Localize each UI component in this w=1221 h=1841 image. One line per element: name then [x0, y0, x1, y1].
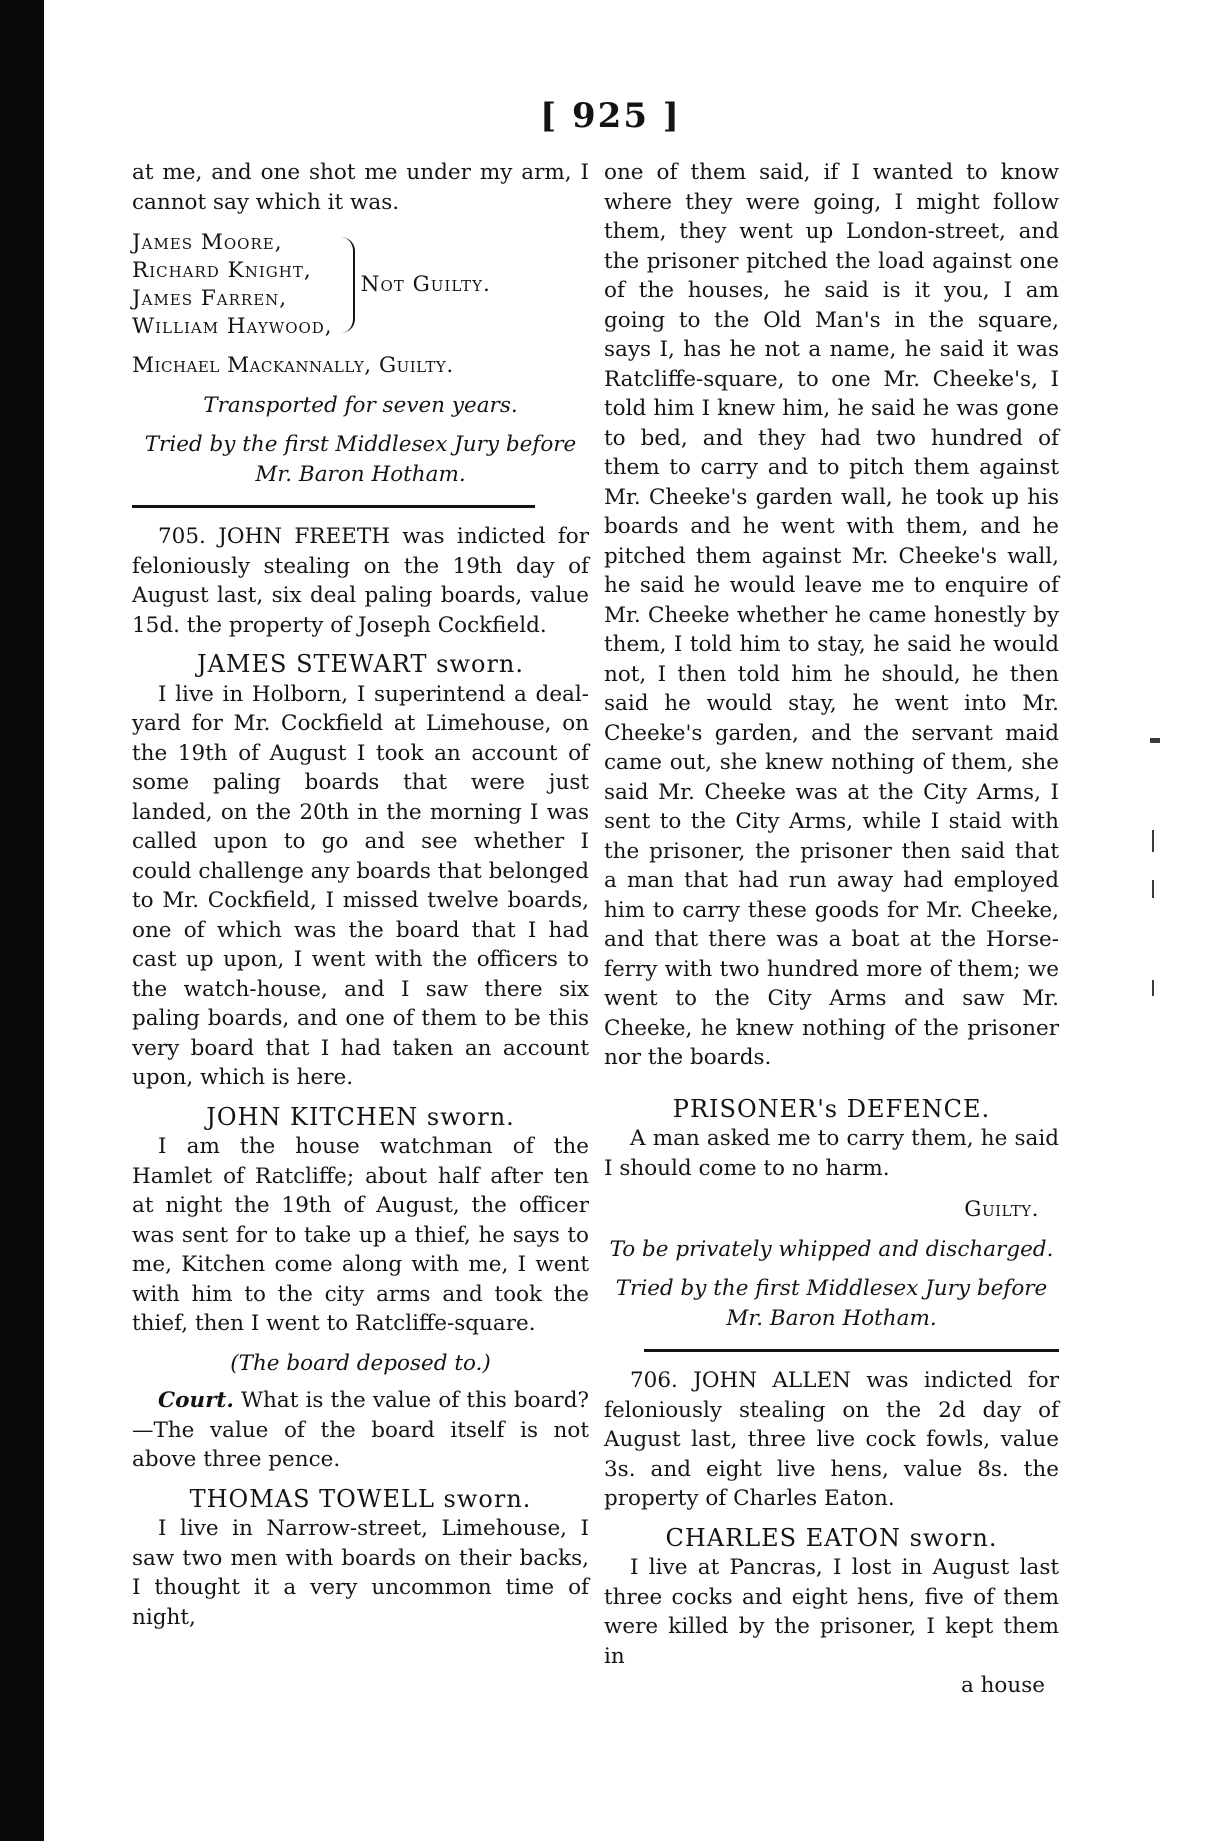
acquittal-block	[132, 229, 589, 341]
witness-testimony: I live in Holborn, I superintend a deal-yard for Mr. Cockfield at Limehouse, on the 19th of August I took an account of some paling boards that were just landed, on the 20th in the morning I was called upon to go and see whether I could challenge any boards that belonged to Mr. Cockfield, I missed twelve boards, one of which was the board that I had cast up upon, I went with the officers to the watch-house, and I saw there six paling boards, and one of them to be this very board that I had taken an account upon, which is here.	[132, 681, 589, 1090]
sentence: To be privately whipped and discharged.	[609, 1236, 1054, 1262]
witness-heading: CHARLES EATON sworn.	[665, 1523, 998, 1552]
catchword: a house	[960, 1673, 1045, 1698]
acquitted-names	[132, 229, 333, 341]
section-rule	[644, 1349, 1059, 1352]
guilty-line: Michael Mackannally, Guilty.	[132, 353, 454, 378]
witness-testimony: I live in Narrow-street, Limehouse, I saw two men with boards on their backs, I thought it a very uncommon time of night,	[132, 1516, 589, 1630]
witness-heading: THOMAS TOWELL sworn.	[189, 1484, 532, 1513]
scan-mark	[1152, 880, 1154, 898]
defendant-name: William Haywood,	[132, 314, 333, 339]
page-number: [ 925 ]	[540, 96, 681, 136]
left-column	[132, 158, 589, 1632]
continuation-text: at me, and one shot me under my arm, I cannot say which it was.	[132, 160, 589, 215]
court-text: What is the value of this board? —The value of the board itself is not above three pence.	[132, 1388, 589, 1472]
witness-heading: JOHN KITCHEN sworn.	[206, 1102, 515, 1131]
acquittal-verdict: Not Guilty.	[360, 272, 491, 298]
section-rule	[132, 505, 535, 508]
defendant-name: Richard Knight,	[132, 258, 312, 283]
continuation-text: one of them said, if I wanted to know where they were going, I might follow them, they went up London-street, and the prisoner pitched the load against one of the houses, he said is it you, I am going to the Old Man's in the square, says I, has he not a name, he said it was Ratcliffe-square, to one Mr. Cheeke's, I told him I knew him, he said he was gone to bed, and they had two hundred of them to carry and to pitch them against Mr. Cheeke's garden wall, he took up his boards and he went with them, and he pitched them against Mr. Cheeke's wall, he said he would leave me to enquire of Mr. Cheeke whether he came honestly by them, I told him to stay, he said he would not, I then told him he should, he then said he would stay, he went into Mr. Cheeke's garden, and the servant maid came out, she knew nothing of them, she said Mr. Cheeke was at the City Arms, I sent to the City Arms, while I staid with the prisoner, the prisoner then said that a man that had run away had employed him to carry these goods for Mr. Cheeke, and that there was a boat at the Horse-ferry with two hundred more of them; we went to the City Arms and saw Mr. Cheeke, he knew nothing of the prisoner nor the boards.	[604, 160, 1059, 1070]
right-column	[604, 158, 1059, 1701]
scan-mark	[1152, 980, 1154, 996]
verdict: Guilty.	[964, 1197, 1039, 1222]
defence-text: A man asked me to carry them, he said I should come to no harm.	[604, 1126, 1059, 1181]
witness-testimony: I live at Pancras, I lost in August last three cocks and eight hens, five of them were killed by the prisoner, I kept them in	[604, 1555, 1059, 1669]
case-indictment: 706. JOHN ALLEN was indicted for feloniously stealing on the 2d day of August last, three live cock fowls, value 3s. and eight live hens, value 8s. the property of Charles Eaton.	[604, 1368, 1059, 1511]
tried-by: Tried by the first Middlesex Jury before Mr. Baron Hotham.	[615, 1276, 1048, 1331]
defendant-name: James Moore,	[132, 230, 283, 255]
witness-testimony: I am the house watchman of the Hamlet of Ratcliffe; about half after ten at night the 19th of August, the officer was sent for to take up a thief, he says to me, Kitchen come along with me, I went with him to the city arms and took the thief, then I went to Ratcliffe-square.	[132, 1134, 589, 1336]
case-indictment: 705. JOHN FREETH was indicted for feloniously stealing on the 19th day of August last, six deal paling boards, value 15d. the property of Joseph Cockfield.	[132, 524, 589, 638]
witness-heading: JAMES STEWART sworn.	[196, 650, 525, 678]
scan-mark	[1150, 738, 1160, 743]
court-exchange	[132, 1386, 589, 1475]
scanned-page-edge	[0, 0, 44, 1841]
defence-heading: PRISONER's DEFENCE.	[672, 1094, 991, 1123]
tried-by: Tried by the first Middlesex Jury before Mr. Baron Hotham.	[144, 432, 577, 487]
brace-mark	[339, 237, 355, 333]
court-label: Court.	[158, 1388, 234, 1413]
evidence-note: (The board deposed to.)	[230, 1350, 491, 1376]
defendant-name: James Farren,	[132, 286, 288, 311]
sentence: Transported for seven years.	[203, 392, 518, 418]
scan-mark	[1152, 830, 1154, 852]
